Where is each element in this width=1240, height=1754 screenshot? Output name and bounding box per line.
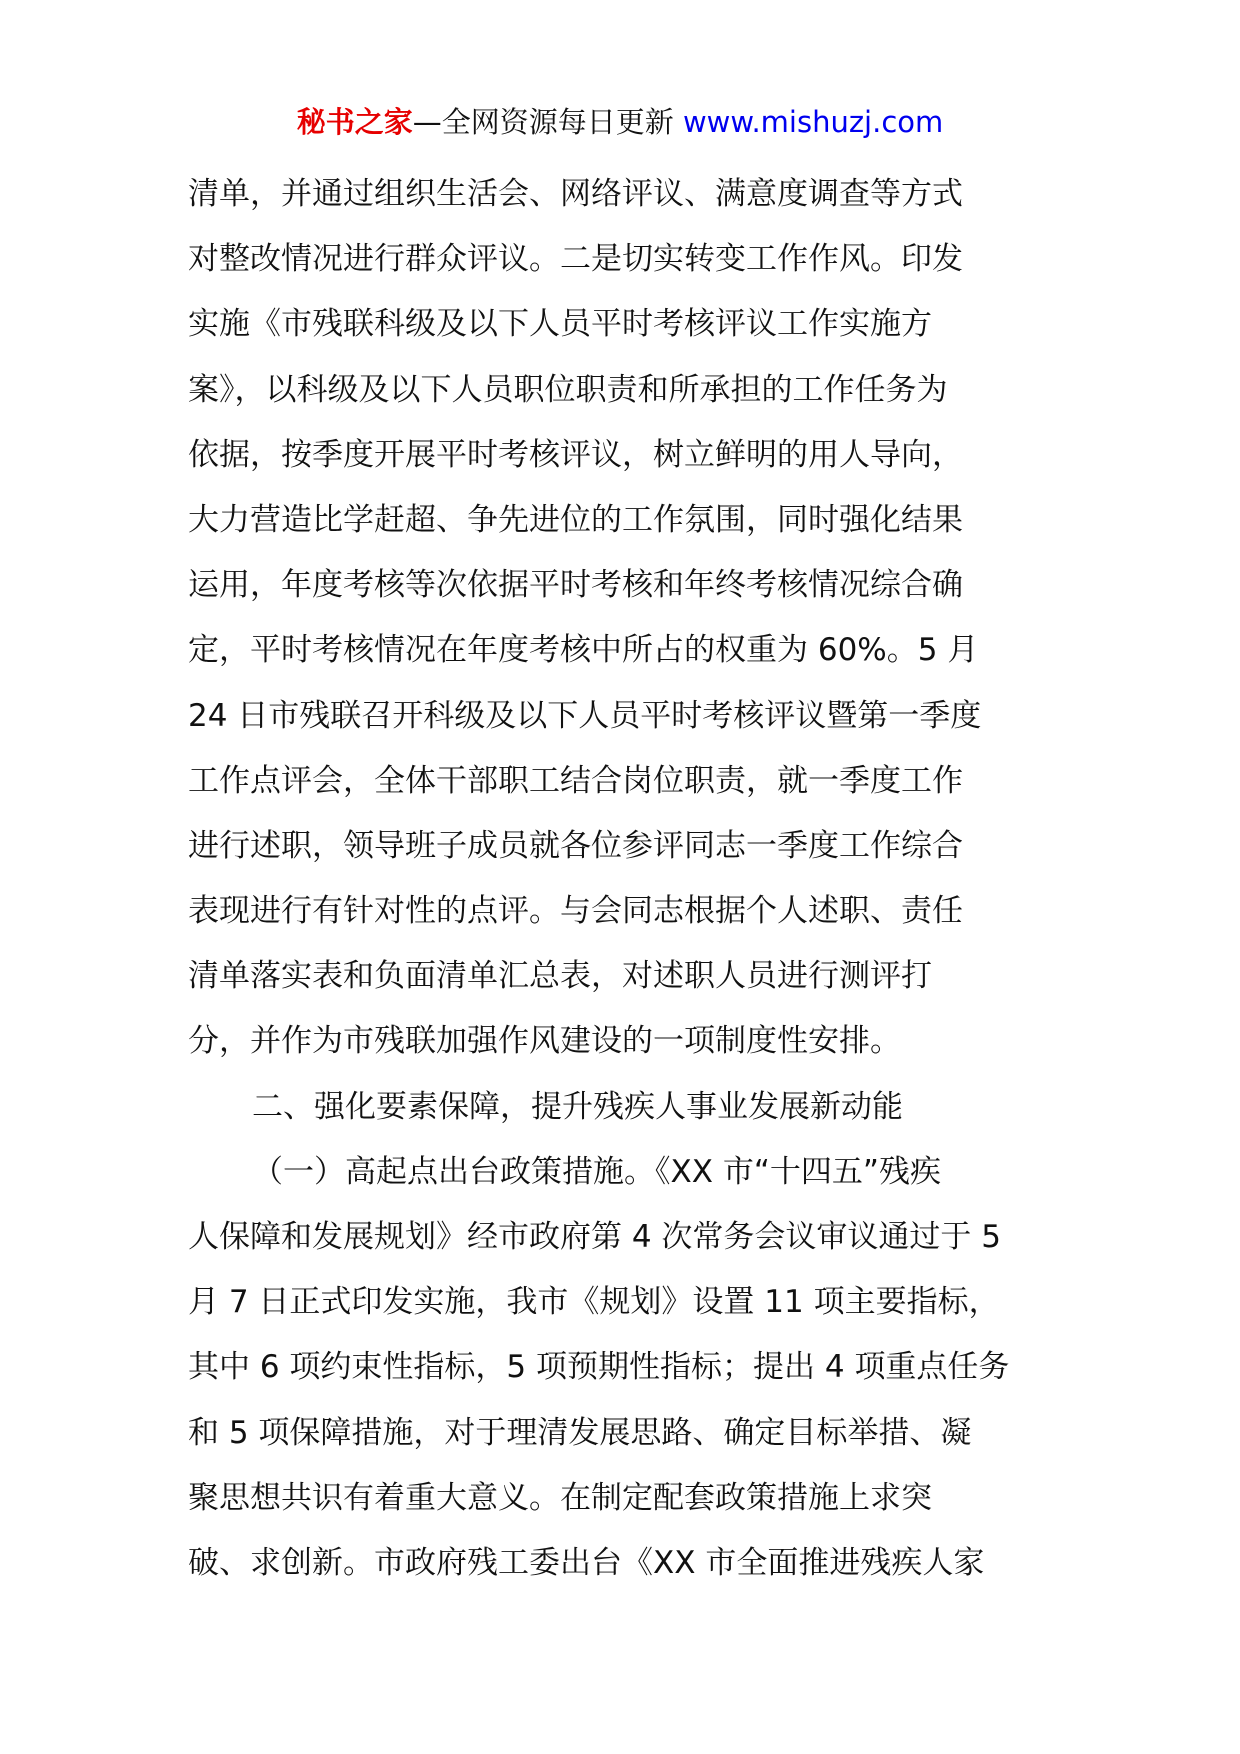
text-line: 分，并作为市残联加强作风建设的一项制度性安排。	[188, 1023, 901, 1060]
text-line: 案》，以科级及以下人员职位职责和所承担的工作任务为	[188, 371, 948, 408]
text-line: 月 7 日正式印发实施，我市《规划》设置 11 项主要指标，	[188, 1284, 1000, 1321]
text-line: 和 5 项保障措施，对于理清发展思路、确定目标举措、凝	[188, 1414, 972, 1451]
text-line: 实施《市残联科级及以下人员平时考核评议工作实施方	[188, 306, 932, 343]
text-line: 大力营造比学赶超、争先进位的工作氛围，同时强化结果	[188, 501, 963, 538]
text-line: 聚思想共识有着重大意义。在制定配套政策措施上求突	[188, 1479, 932, 1516]
text-line: 清单，并通过组织生活会、网络评议、满意度调查等方式	[188, 176, 963, 212]
section-heading: 二、强化要素保障，提升残疾人事业发展新动能	[252, 1088, 903, 1125]
brand-name: 秘书之家	[296, 105, 413, 139]
text-line: 破、求创新。市政府残工委出台《XX 市全面推进残疾人家	[188, 1544, 985, 1581]
site-url-link[interactable]: www.mishuzj.com	[682, 105, 944, 139]
subsection-heading-line: （一）高起点出台政策措施。《XX 市“十四五”残疾	[252, 1153, 941, 1190]
header-tagline: —全网资源每日更新	[412, 105, 674, 139]
document-body	[188, 162, 1058, 1596]
text-line: 24 日市残联召开科级及以下人员平时考核评议暨第一季度	[188, 697, 982, 734]
text-line: 清单落实表和负面清单汇总表，对述职人员进行测评打	[188, 958, 932, 995]
text-line: 工作点评会，全体干部职工结合岗位职责，就一季度工作	[188, 762, 963, 799]
text-line: 对整改情况进行群众评议。二是切实转变工作作风。印发	[188, 241, 963, 278]
text-line: 其中 6 项约束性指标，5 项预期性指标；提出 4 项重点任务	[188, 1349, 1010, 1386]
text-line: 依据，按季度开展平时考核评议，树立鲜明的用人导向，	[188, 436, 963, 473]
page-header	[0, 100, 1240, 144]
text-line: 运用，年度考核等次依据平时考核和年终考核情况综合确	[188, 567, 963, 604]
text-line: 定，平时考核情况在年度考核中所占的权重为 60%。5 月	[188, 632, 979, 669]
text-line: 进行述职，领导班子成员就各位参评同志一季度工作综合	[188, 827, 963, 864]
text-line: 人保障和发展规划》经市政府第 4 次常务会议审议通过于 5	[188, 1219, 1002, 1255]
text-line: 表现进行有针对性的点评。与会同志根据个人述职、责任	[188, 893, 963, 930]
